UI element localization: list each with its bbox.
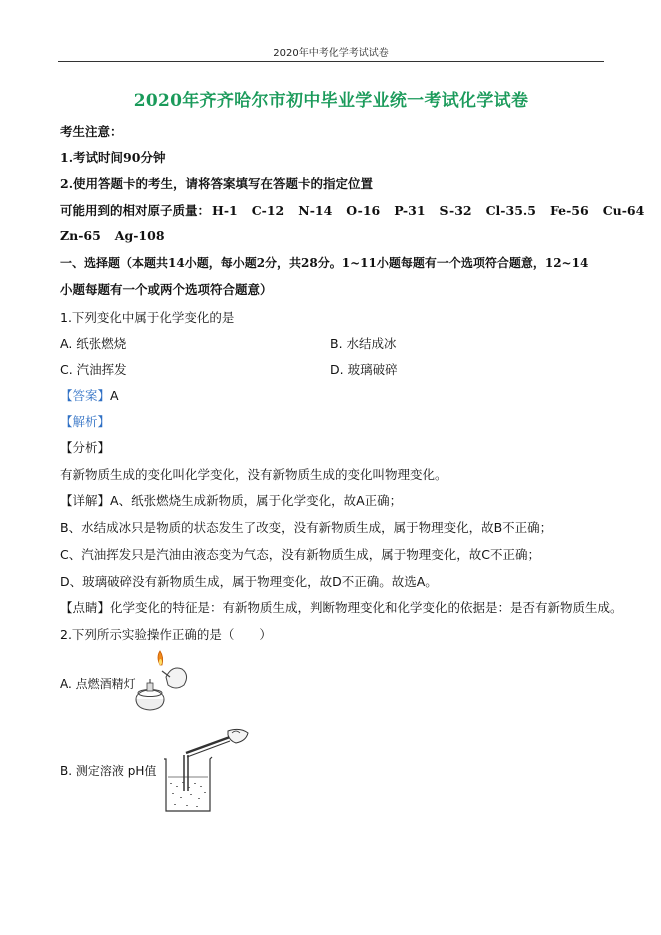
atom-mass: Ag-108 (114, 228, 165, 243)
q1-option-c: C. 汽油挥发 (60, 362, 127, 377)
detail-a-line (60, 491, 402, 509)
dianjing-tag: 【点睛】 (60, 600, 111, 615)
q1-option-a: A. 纸张燃烧 (60, 336, 127, 351)
atom-mass: S-32 (439, 203, 472, 218)
q1-answer-line (60, 386, 119, 404)
header-rule (58, 61, 604, 62)
atom-mass: H-1 (212, 203, 238, 218)
section-heading-line-2: 小题每题有一个或两个选项符合题意） (60, 282, 273, 297)
detail-b-text: B、水结成冰只是物质的状态发生了改变，没有新物质生成，属于物理变化，故B不正确； (60, 520, 553, 535)
atom-mass: O-16 (346, 203, 381, 218)
alcohol-lamp-lighting-figure (132, 647, 194, 715)
atomic-mass-line-2 (60, 228, 179, 243)
q1-option-b: B. 水结成冰 (330, 336, 397, 351)
notice-item-2: 2.使用答题卡的考生，请将答案填写在答题卡的指定位置 (60, 176, 374, 191)
answer-value: A (110, 388, 119, 403)
page-title: 2020年齐齐哈尔市初中毕业学业统一考试化学试卷 (133, 91, 529, 111)
option-b-ph: pH值 (127, 764, 157, 778)
atom-mass: N-14 (298, 203, 333, 218)
analysis-tag: 【解析】 (60, 414, 111, 429)
atom-mass: C-12 (251, 203, 285, 218)
option-b-prefix: B. 测定溶液 (60, 764, 124, 778)
fenxi-tag: 【分析】 (60, 440, 111, 455)
dianjing-text: 化学变化的特征是：有新物质生成，判断物理变化和化学变化的依据是：是否有新物质生成。 (110, 600, 623, 615)
ph-test-beaker-figure (160, 725, 252, 815)
section-heading-line-1: 一、选择题（本题共14小题，每小题2分，共28分。1~11小题每题有一个选项符合题意，12~14 (60, 256, 589, 270)
atom-mass: Zn-65 (60, 228, 101, 243)
fenxi-text: 有新物质生成的变化叫化学变化，没有新物质生成的变化叫物理变化。 (60, 467, 448, 482)
atoms-label: 可能用到的相对原子质量： (60, 203, 211, 218)
detail-a-text: A、纸张燃烧生成新物质，属于化学变化，故A正确； (110, 493, 403, 508)
atom-mass: Fe-56 (549, 203, 589, 218)
answer-tag: 【答案】 (60, 388, 111, 403)
atom-mass: P-31 (394, 203, 426, 218)
page-header: 2020年中考化学考试试卷 (273, 48, 389, 59)
q2-option-a: A. 点燃酒精灯 (60, 677, 136, 691)
q2-option-b (60, 762, 156, 779)
q1-option-d: D. 玻璃破碎 (330, 362, 398, 377)
dianjing-line (60, 598, 623, 616)
atom-mass: Cu-64 (602, 203, 645, 218)
notice-heading: 考生注意： (60, 124, 123, 139)
detail-c-text: C、汽油挥发只是汽油由液态变为气态，没有新物质生成，属于物理变化，故C不正确； (60, 547, 540, 562)
detail-tag: 【详解】 (60, 493, 111, 508)
notice-item-1: 1.考试时间90分钟 (60, 150, 166, 165)
detail-d-text: D、玻璃破碎没有新物质生成，属于物理变化，故D不正确。故选A。 (60, 574, 438, 589)
atomic-mass-line (60, 201, 644, 219)
question-1-stem: 1.下列变化中属于化学变化的是 (60, 310, 235, 325)
question-2-stem: 2.下列所示实验操作正确的是（ ） (60, 627, 272, 642)
atom-mass: Cl-35.5 (485, 203, 536, 218)
